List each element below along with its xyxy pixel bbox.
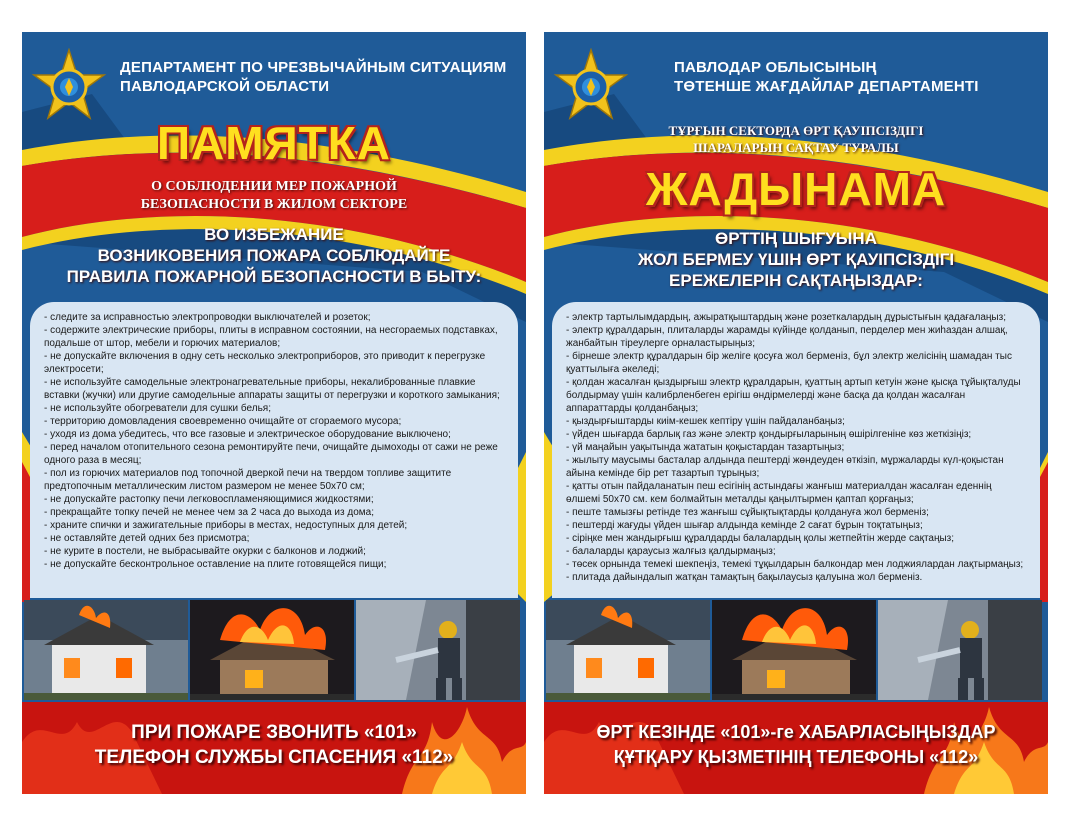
poster-subtitle-line: БЕЗОПАСНОСТИ В ЖИЛОМ СЕКТОРЕ xyxy=(140,197,408,212)
rule-item: - үйден шығарда барлық газ және электр қондырғыларының өшірілгеніне көз жеткізіңіз; xyxy=(566,429,972,440)
rule-item: - прекращайте топку печей не менее чем за 2 часа до выхода из дома; xyxy=(44,507,374,518)
house-fire-photo xyxy=(712,600,876,700)
safety-slogan xyxy=(22,224,526,287)
house-fire-photo xyxy=(190,600,354,700)
poster-title: ПАМЯТКА xyxy=(156,117,392,169)
safety-slogan-line: ВОЗНИКОВЕНИЯ ПОЖАРА СОБЛЮДАЙТЕ xyxy=(97,246,451,265)
emergency-department-emblem-icon xyxy=(552,48,630,126)
safety-slogan-line: ЖОЛ БЕРМЕУ ҮШІН ӨРТ ҚАУІПСІЗДІГІ xyxy=(637,250,955,269)
rule-item: - перед началом отопительного сезона ремонтируйте печи, очищайте дымоходы от сажи не реже одного раза в месяц; xyxy=(44,442,498,466)
rule-item: - следите за исправностью электропроводки выключателей и розеток; xyxy=(44,312,371,323)
burning-house-photo xyxy=(546,600,710,700)
rescue-phone-text: ҚҰТҚАРУ ҚЫЗМЕТІНІҢ ТЕЛЕФОНЫ «112» xyxy=(613,747,979,767)
emergency-footer xyxy=(22,702,526,794)
rule-item: - қыздырғыштарды киім-кешек кептіру үшін пайдаланбаңыз; xyxy=(566,416,845,427)
rule-item: - пол из горючих материалов под топочной дверкой печи на твердом топливе защитите предтопочным металлическим листом размером не менее 50х70 см; xyxy=(44,468,452,492)
photo-strip xyxy=(22,600,526,700)
emergency-call-text: ПРИ ПОЖАРЕ ЗВОНИТЬ «101» xyxy=(131,722,417,743)
emergency-call-text: ӨРТ КЕЗІНДЕ «101»-ге ХАБАРЛАСЫҢЫЗДАР xyxy=(596,722,996,742)
department-name xyxy=(674,58,979,96)
safety-slogan-line: ЕРЕЖЕЛЕРІН САҚТАҢЫЗДАР: xyxy=(669,271,923,290)
rule-item: - содержите электрические приборы, плиты в исправном состоянии, на несгораемых подставках, подальше от штор, мебели и горючих материалов; xyxy=(44,325,498,349)
rule-item: - не используйте обогреватели для сушки белья; xyxy=(44,403,271,414)
rule-item: - не допускайте включения в одну сеть несколько электроприборов, это приводит к перегрузке электросети; xyxy=(44,351,486,375)
department-name xyxy=(120,58,506,96)
firefighter-photo xyxy=(356,600,520,700)
emergency-department-emblem-icon xyxy=(30,48,108,126)
poster-pretitle xyxy=(544,122,1048,156)
department-name-line: ДЕПАРТАМЕНТ ПО ЧРЕЗВЫЧАЙНЫМ СИТУАЦИЯМ xyxy=(120,59,507,76)
department-name-line: ПАВЛОДАР ОБЛЫСЫНЫҢ xyxy=(674,59,877,76)
rule-item: - плитада дайындалып жатқан тамақтың бақылаусыз қалуына жол берменіз. xyxy=(566,572,923,583)
poster-subtitle-line: О СОБЛЮДЕНИИ МЕР ПОЖАРНОЙ xyxy=(151,179,397,194)
rules-panel xyxy=(30,302,518,598)
poster-kazakh xyxy=(544,32,1048,794)
rule-item: - храните спички и зажигательные приборы в местах, недоступных для детей; xyxy=(44,520,408,531)
safety-slogan-line: ӨРТТІҢ ШЫҒУЫНА xyxy=(715,229,877,248)
emergency-footer xyxy=(544,702,1048,794)
rule-item: - қатты отын пайдаланатын пеш есігінің астындағы жанғыш материалдан жасалған еденнің өлшемі 50х70 см. кем болмайтын металды қаңылтырмен қаптап қорғаңыз; xyxy=(566,481,992,505)
rule-item: - уходя из дома убедитесь, что все газовые и электрическое оборудование выключено; xyxy=(44,429,451,440)
rule-item: - не допускайте растопку печи легковоспламеняющимися жидкостями; xyxy=(44,494,374,505)
poster-pretitle-line: ШАРАЛАРЫН САҚТАУ ТУРАЛЫ xyxy=(693,140,899,155)
safety-slogan-line: ПРАВИЛА ПОЖАРНОЙ БЕЗОПАСНОСТИ В БЫТУ: xyxy=(66,267,482,286)
poster-subtitle xyxy=(22,178,526,214)
rule-item: - не используйте самодельные электронагревательные приборы, некалиброванные плавкие вставки (жучки) или другие самодельные аппараты защиты от перегрузки и короткого замыкания; xyxy=(44,377,500,401)
photo-strip xyxy=(544,600,1048,700)
safety-slogan-line: ВО ИЗБЕЖАНИЕ xyxy=(204,225,344,244)
firefighter-photo xyxy=(878,600,1042,700)
rule-item: - электр құралдарын, плиталарды жарамды күйінде қолданып, перделер мен жиһаздан алшақ, жанбайтын тіреулерге орналастырыңыз; xyxy=(566,325,1008,349)
rule-item: - қолдан жасалған қыздырғыш электр құралдарын, қуаттың артып кетуін және қысқа тұйықталуды болдырмау үшін калибрленбеген ерігіш өндірмелерді және басқа да қолдан жасалған аппараттарды қолданбаңыз; xyxy=(566,377,1021,414)
rule-item: - не оставляйте детей одних без присмотра; xyxy=(44,533,250,544)
rule-item: - сіріңке мен жандырғыш құралдарды балалардың қолы жетпейтін жерде сақтаңыз; xyxy=(566,533,955,544)
rescue-phone-text: ТЕЛЕФОН СЛУЖБЫ СПАСЕНИЯ «112» xyxy=(94,747,454,768)
poster-russian xyxy=(22,32,526,794)
burning-house-photo xyxy=(24,600,188,700)
rule-item: - не допускайте бесконтрольное оставление на плите готовящейся пищи; xyxy=(44,559,387,570)
rule-item: - бірнеше электр құралдарын бір желіге қосуға жол берменіз, бұл электр желісінің шамадан тыс қуаттылыға әкеледі; xyxy=(566,351,1012,375)
poster-title: ЖАДЫНАМА xyxy=(645,163,947,215)
rule-item: - территорию домовладения своевременно очищайте от сгораемого мусора; xyxy=(44,416,402,427)
rule-item: - төсек орнында темекі шекпеңіз, темекі тұқылдарын балкондар мен лоджиялардан лақтырмаңыз; xyxy=(566,559,1024,570)
rule-item: - балаларды қараусыз жалғыз қалдырмаңыз; xyxy=(566,546,776,557)
poster-pretitle-line: ТҰРҒЫН СЕКТОРДА ӨРТ ҚАУІПСІЗДІГІ xyxy=(668,123,924,138)
safety-slogan xyxy=(544,228,1048,291)
rule-item: - не курите в постели, не выбрасывайте окурки с балконов и лоджий; xyxy=(44,546,366,557)
department-name-line: ПАВЛОДАРСКОЙ ОБЛАСТИ xyxy=(120,78,330,95)
rule-item: - үй маңайын уақытында жататын қоқыстардан тазартыңыз; xyxy=(566,442,845,453)
rule-item: - жылыту маусымы басталар алдында пештерді жөндеуден өткізіп, мұржаларды күл-қоқыстан айына кемінде бір рет тазартып тұрыңыз; xyxy=(566,455,1004,479)
rule-item: - пештерді жағуды үйден шығар алдында кемінде 2 сағат бұрын тоқтатыңыз; xyxy=(566,520,923,531)
rule-item: - электр тартылымдардың, ажыратқыштардың және розеткалардың дұрыстығын қадағалаңыз; xyxy=(566,312,1006,323)
department-name-line: ТӨТЕНШЕ ЖАҒДАЙЛАР ДЕПАРТАМЕНТІ xyxy=(674,78,979,95)
rule-item: - пеште тамызғы ретінде тез жанғыш сұйықтықтарды қолдануға жол берменіз; xyxy=(566,507,929,518)
rules-panel xyxy=(552,302,1040,598)
